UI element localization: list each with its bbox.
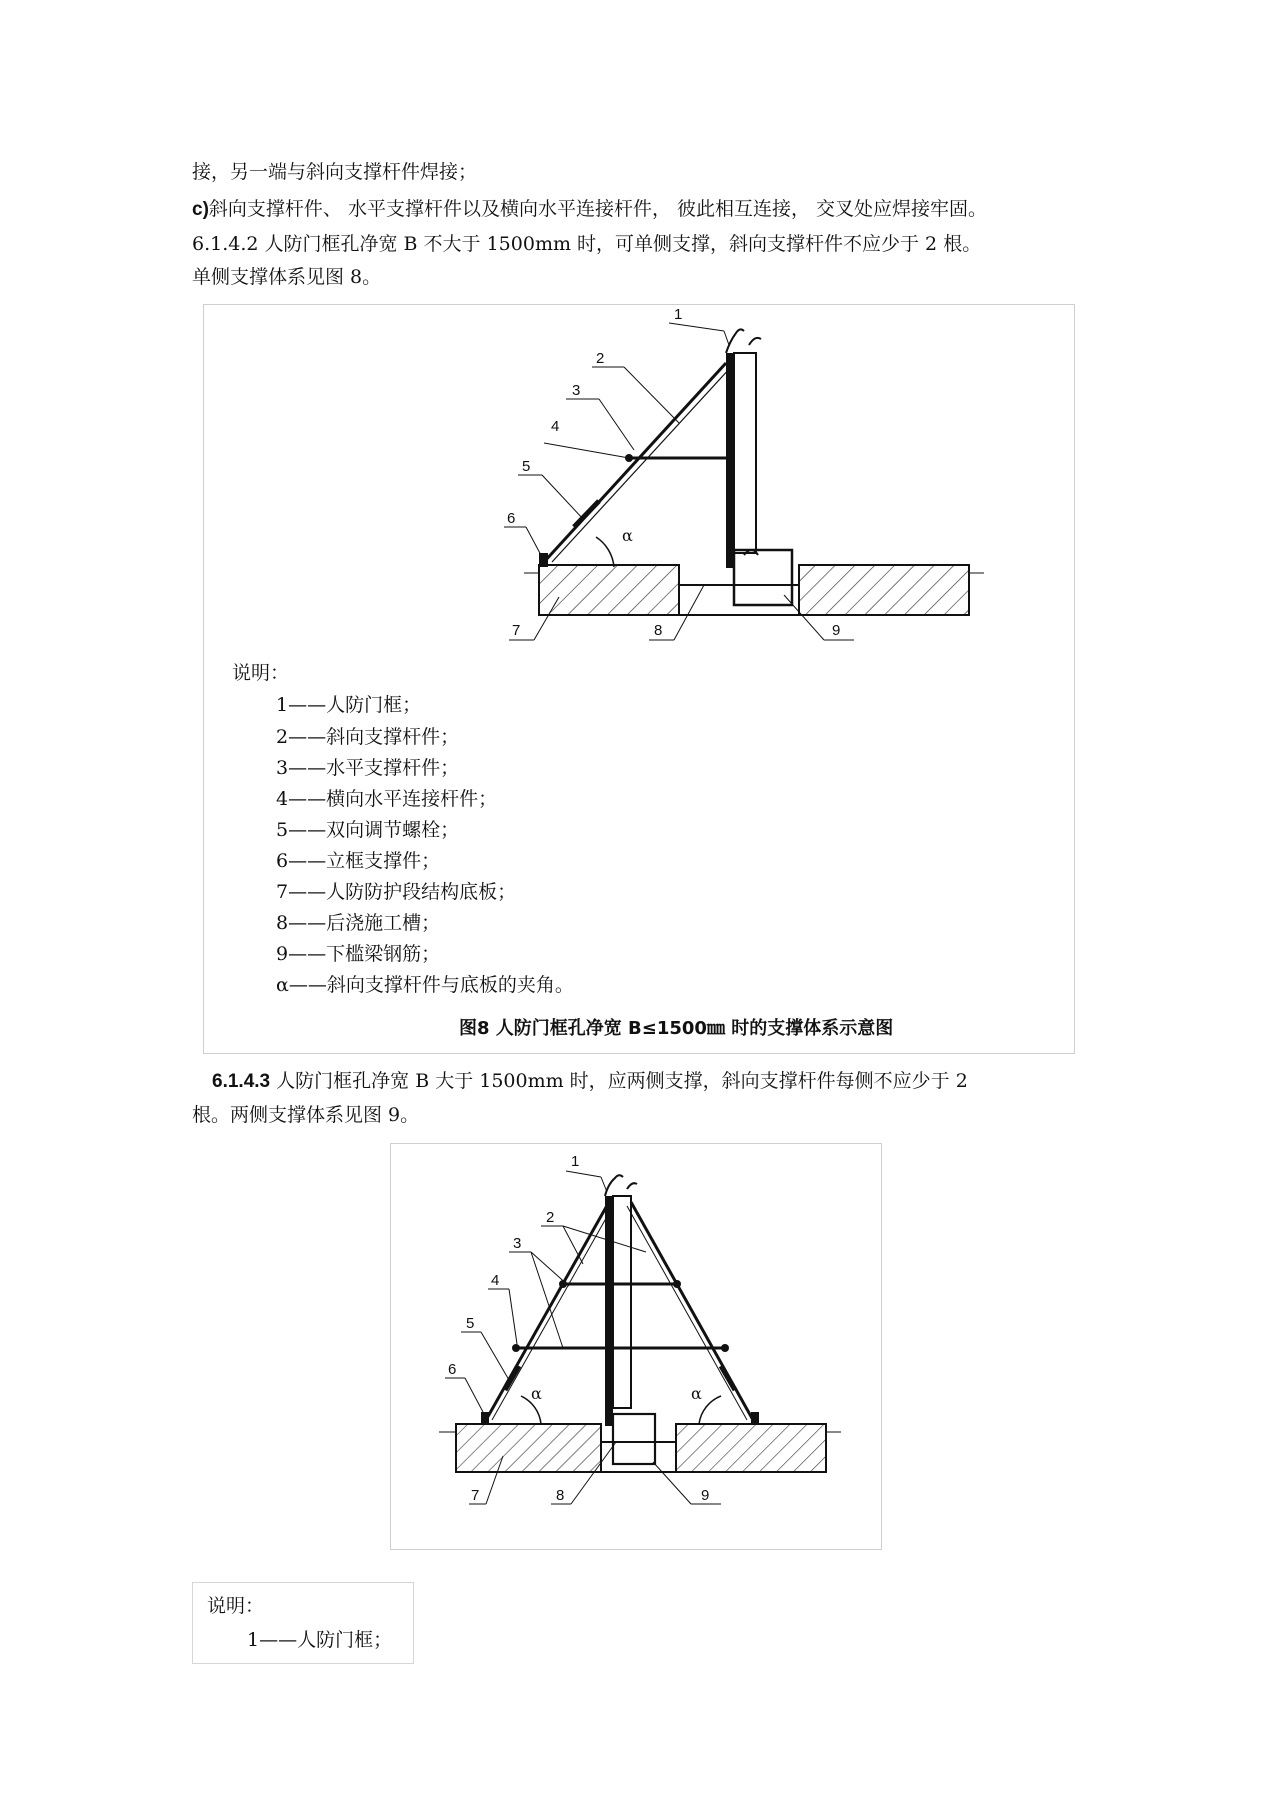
item-c-text: 斜向支撑杆件、 水平支撑杆件以及横向水平连接杆件， 彼此相互连接， 交叉处应焊接牢固。 [208,198,988,220]
clause-6-1-4-3 [212,1069,968,1094]
callout-7: 7 [471,1487,480,1504]
base-support [539,553,548,567]
callout-1: 1 [674,306,683,323]
base-support [481,1412,489,1425]
alpha-label: α [691,1384,702,1403]
clause-6-1-4-2: 6.1.4.2 人防门框孔净宽 B 不大于 1500mm 时，可单侧支撑，斜向支撑杆件不应少于 2 根。 [192,233,982,255]
callout-1: 1 [571,1153,580,1170]
legend-item: 4——横向水平连接杆件； [276,788,498,810]
legend-item: α——斜向支撑杆件与底板的夹角。 [276,974,574,996]
alpha-label: α [622,526,633,545]
rebar-cage [613,1414,655,1464]
clause-6-1-4-3-cont: 根。两侧支撑体系见图 9。 [192,1104,420,1126]
callout-8: 8 [556,1487,565,1504]
legend-title: 说明： [232,662,290,684]
callout-3: 3 [572,382,581,399]
legend-item: 3——水平支撑杆件； [276,757,460,779]
callout-2: 2 [546,1209,555,1226]
legend-title: 说明： [207,1595,265,1617]
angle-arc [699,1396,721,1424]
clause-text: 人防门框孔净宽 B 大于 1500mm 时，应两侧支撑，斜向支撑杆件每侧不应少于 2 [270,1070,968,1092]
door-frame [726,329,761,568]
legend-item: 2——斜向支撑杆件； [276,726,460,748]
legend-item: 1——人防门框； [247,1629,393,1651]
figure-8-caption: 图8 人防门框孔净宽 B≤1500㎜ 时的支撑体系示意图 [459,1018,894,1039]
callout-5: 5 [522,458,531,475]
item-marker-c: c) [192,199,209,220]
callout-4: 4 [551,418,560,435]
callout-3: 3 [513,1235,522,1252]
figure-9-legend-box [192,1582,414,1664]
callout-6: 6 [448,1361,457,1378]
callout-4: 4 [491,1272,500,1289]
angle-arc [596,537,614,567]
callout-7: 7 [512,622,521,639]
floor-slab [524,565,984,615]
figure-8-box [203,304,1075,1054]
clause-number: 6.1.4.3 [212,1071,271,1092]
rebar-cage [734,550,792,605]
paragraph-continuation: 接，另一端与斜向支撑杆件焊接； [192,161,478,183]
callout-2: 2 [596,350,605,367]
paragraph-item-c [192,197,987,222]
legend-item: 7——人防防护段结构底板； [276,881,517,903]
base-support [751,1412,759,1425]
legend-item: 1——人防门框； [276,694,422,716]
legend-item: 8——后浇施工槽； [276,912,441,934]
diagonal-brace-left [486,1202,613,1420]
legend-item: 6——立框支撑件； [276,850,441,872]
callout-9: 9 [832,622,841,639]
callout-6: 6 [507,510,516,527]
callout-9: 9 [701,1487,710,1504]
callout-8: 8 [654,622,663,639]
alpha-label: α [531,1384,542,1403]
clause-6-1-4-2-cont: 单侧支撑体系见图 8。 [192,266,382,288]
legend-item: 9——下槛梁钢筋； [276,943,441,965]
diagonal-brace-right [627,1202,753,1420]
callout-5: 5 [466,1315,475,1332]
door-frame [605,1175,637,1426]
figure-9-box [390,1143,882,1550]
legend-item: 5——双向调节螺栓； [276,819,460,841]
figure-9-diagram [391,1144,881,1549]
